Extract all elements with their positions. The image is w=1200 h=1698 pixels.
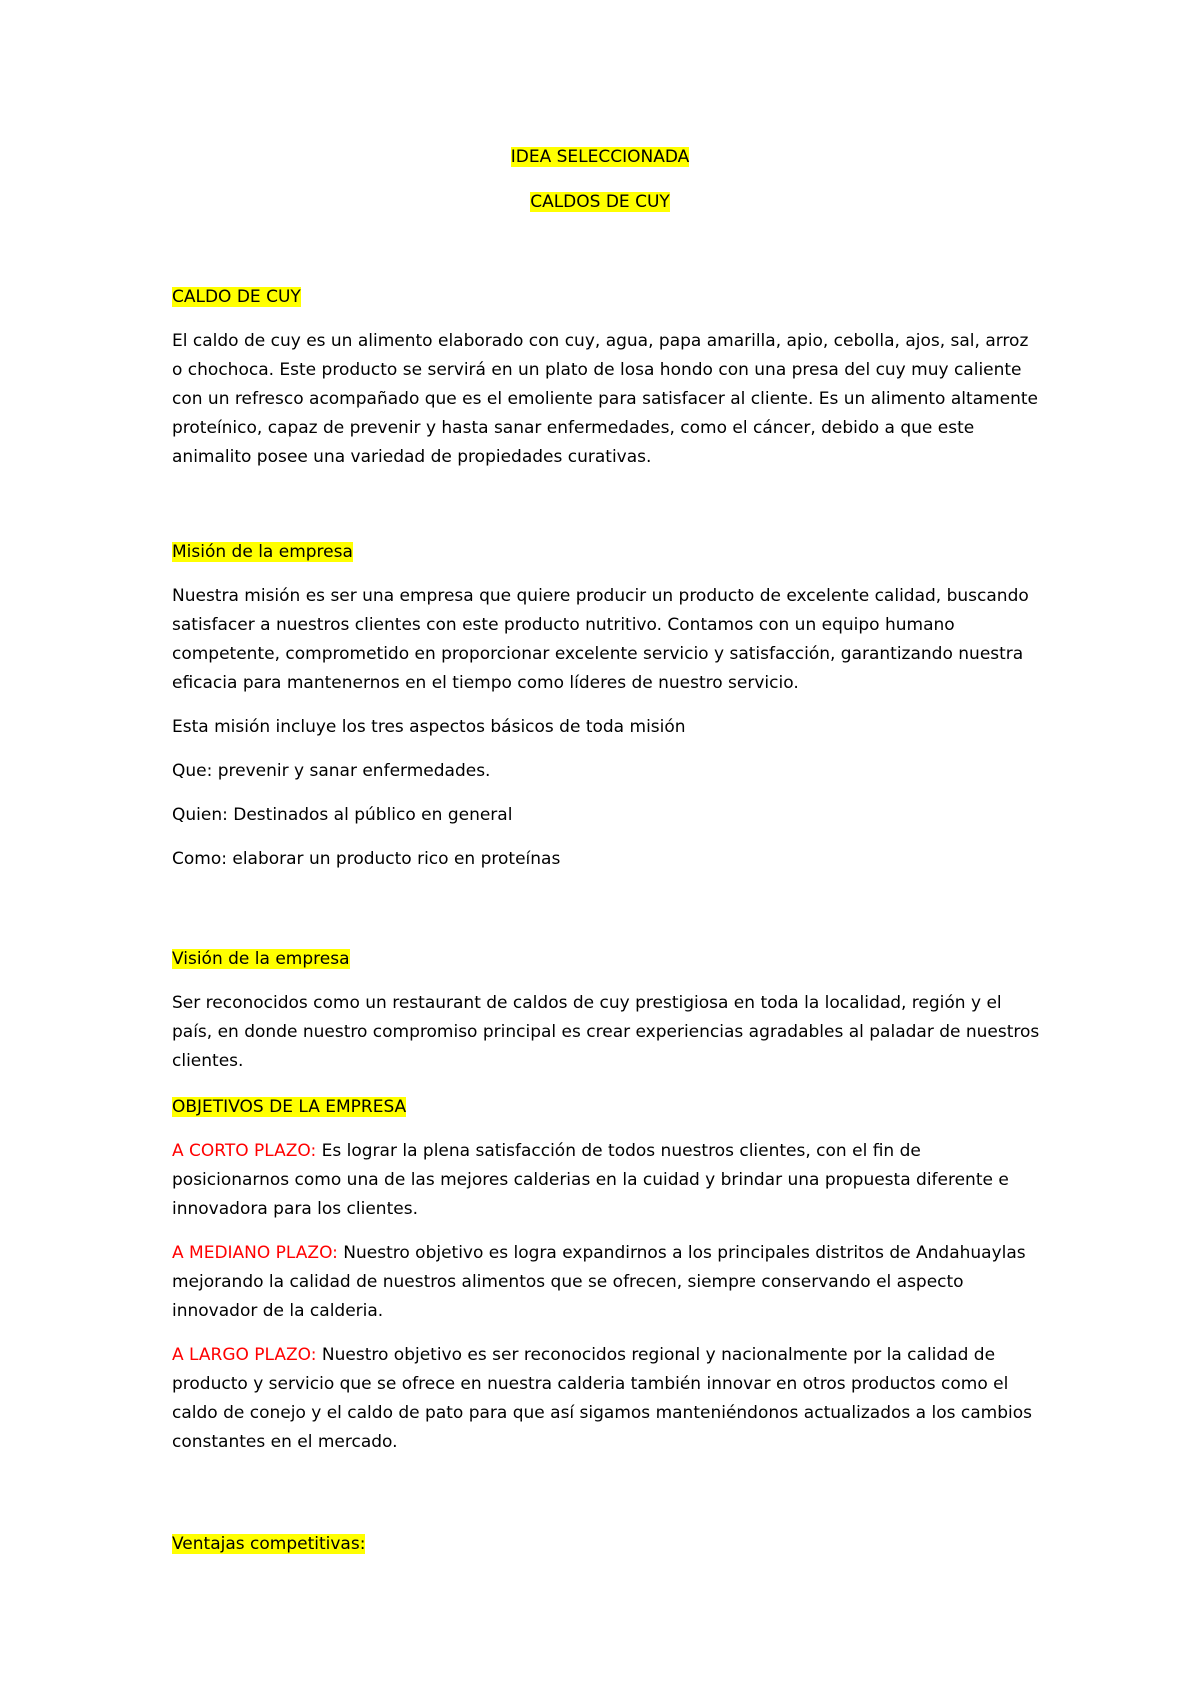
mision-quien: Quien: Destinados al público en general bbox=[172, 805, 513, 825]
mision-heading: Misión de la empresa bbox=[172, 542, 353, 562]
section-caldo bbox=[172, 283, 1042, 472]
objetivo-mediano-label: A MEDIANO PLAZO: bbox=[172, 1243, 338, 1263]
vision-heading: Visión de la empresa bbox=[172, 949, 350, 969]
title-line bbox=[0, 143, 1200, 172]
objetivo-corto-text: Es lograr la plena satisfacción de todos nuestros clientes, con el fin de posicionarnos como una de las mejores calderias en la cuidad y brindar una propuesta diferente e innovadora para los clientes. bbox=[172, 1141, 1009, 1219]
objetivo-corto bbox=[172, 1137, 1042, 1224]
caldo-heading: CALDO DE CUY bbox=[172, 287, 301, 307]
objetivo-mediano-text: Nuestro objetivo es logra expandirnos a los principales distritos de Andahuaylas mejorando la calidad de nuestros alimentos que se ofrecen, siempre conservando el aspecto innovador de la calderia. bbox=[172, 1243, 1026, 1321]
mision-aspects-intro: Esta misión incluye los tres aspectos básicos de toda misión bbox=[172, 717, 686, 737]
section-vision bbox=[172, 945, 1042, 1076]
objetivos-heading: OBJETIVOS DE LA EMPRESA bbox=[172, 1097, 407, 1117]
section-mision bbox=[172, 538, 1042, 874]
document-title: IDEA SELECCIONADA bbox=[510, 147, 690, 167]
objetivo-largo-text: Nuestro objetivo es ser reconocidos regional y nacionalmente por la calidad de producto y servicio que se ofrece en nuestra calderia también innovar en otros productos como el caldo de conejo y el caldo de pato para que así sigamos manteniéndonos actualizados a los cambios constantes en el mercado. bbox=[172, 1345, 1032, 1452]
ventajas-heading: Ventajas competitivas: bbox=[172, 1534, 366, 1554]
subtitle-line bbox=[0, 188, 1200, 217]
document-subtitle: CALDOS DE CUY bbox=[530, 192, 670, 212]
mision-como: Como: elaborar un producto rico en proteínas bbox=[172, 849, 561, 869]
objetivo-largo bbox=[172, 1341, 1042, 1457]
section-objetivos bbox=[172, 1093, 1042, 1457]
objetivo-largo-label: A LARGO PLAZO: bbox=[172, 1345, 317, 1365]
mision-paragraph: Nuestra misión es ser una empresa que quiere producir un producto de excelente calidad, buscando satisfacer a nuestros clientes con este producto nutritivo. Contamos con un equipo humano competente, comprometido en proporcionar excelente servicio y satisfacción, garantizando nuestra eficacia para mantenernos en el tiempo como líderes de nuestro servicio. bbox=[172, 586, 1029, 693]
objetivo-corto-label: A CORTO PLAZO: bbox=[172, 1141, 317, 1161]
caldo-paragraph: El caldo de cuy es un alimento elaborado con cuy, agua, papa amarilla, apio, cebolla, ajos, sal, arroz o chochoca. Este producto se servirá en un plato de losa hondo con una presa del cuy muy caliente con un refresco acompañado que es el emoliente para satisfacer al cliente. Es un alimento altamente proteínico, capaz de prevenir y hasta sanar enfermedades, como el cáncer, debido a que este animalito posee una variedad de propiedades curativas. bbox=[172, 331, 1038, 467]
section-ventajas bbox=[172, 1530, 1042, 1559]
mision-que: Que: prevenir y sanar enfermedades. bbox=[172, 761, 491, 781]
objetivo-mediano bbox=[172, 1239, 1042, 1326]
vision-paragraph: Ser reconocidos como un restaurant de caldos de cuy prestigiosa en toda la localidad, región y el país, en donde nuestro compromiso principal es crear experiencias agradables al paladar de nuestros clientes. bbox=[172, 993, 1040, 1071]
